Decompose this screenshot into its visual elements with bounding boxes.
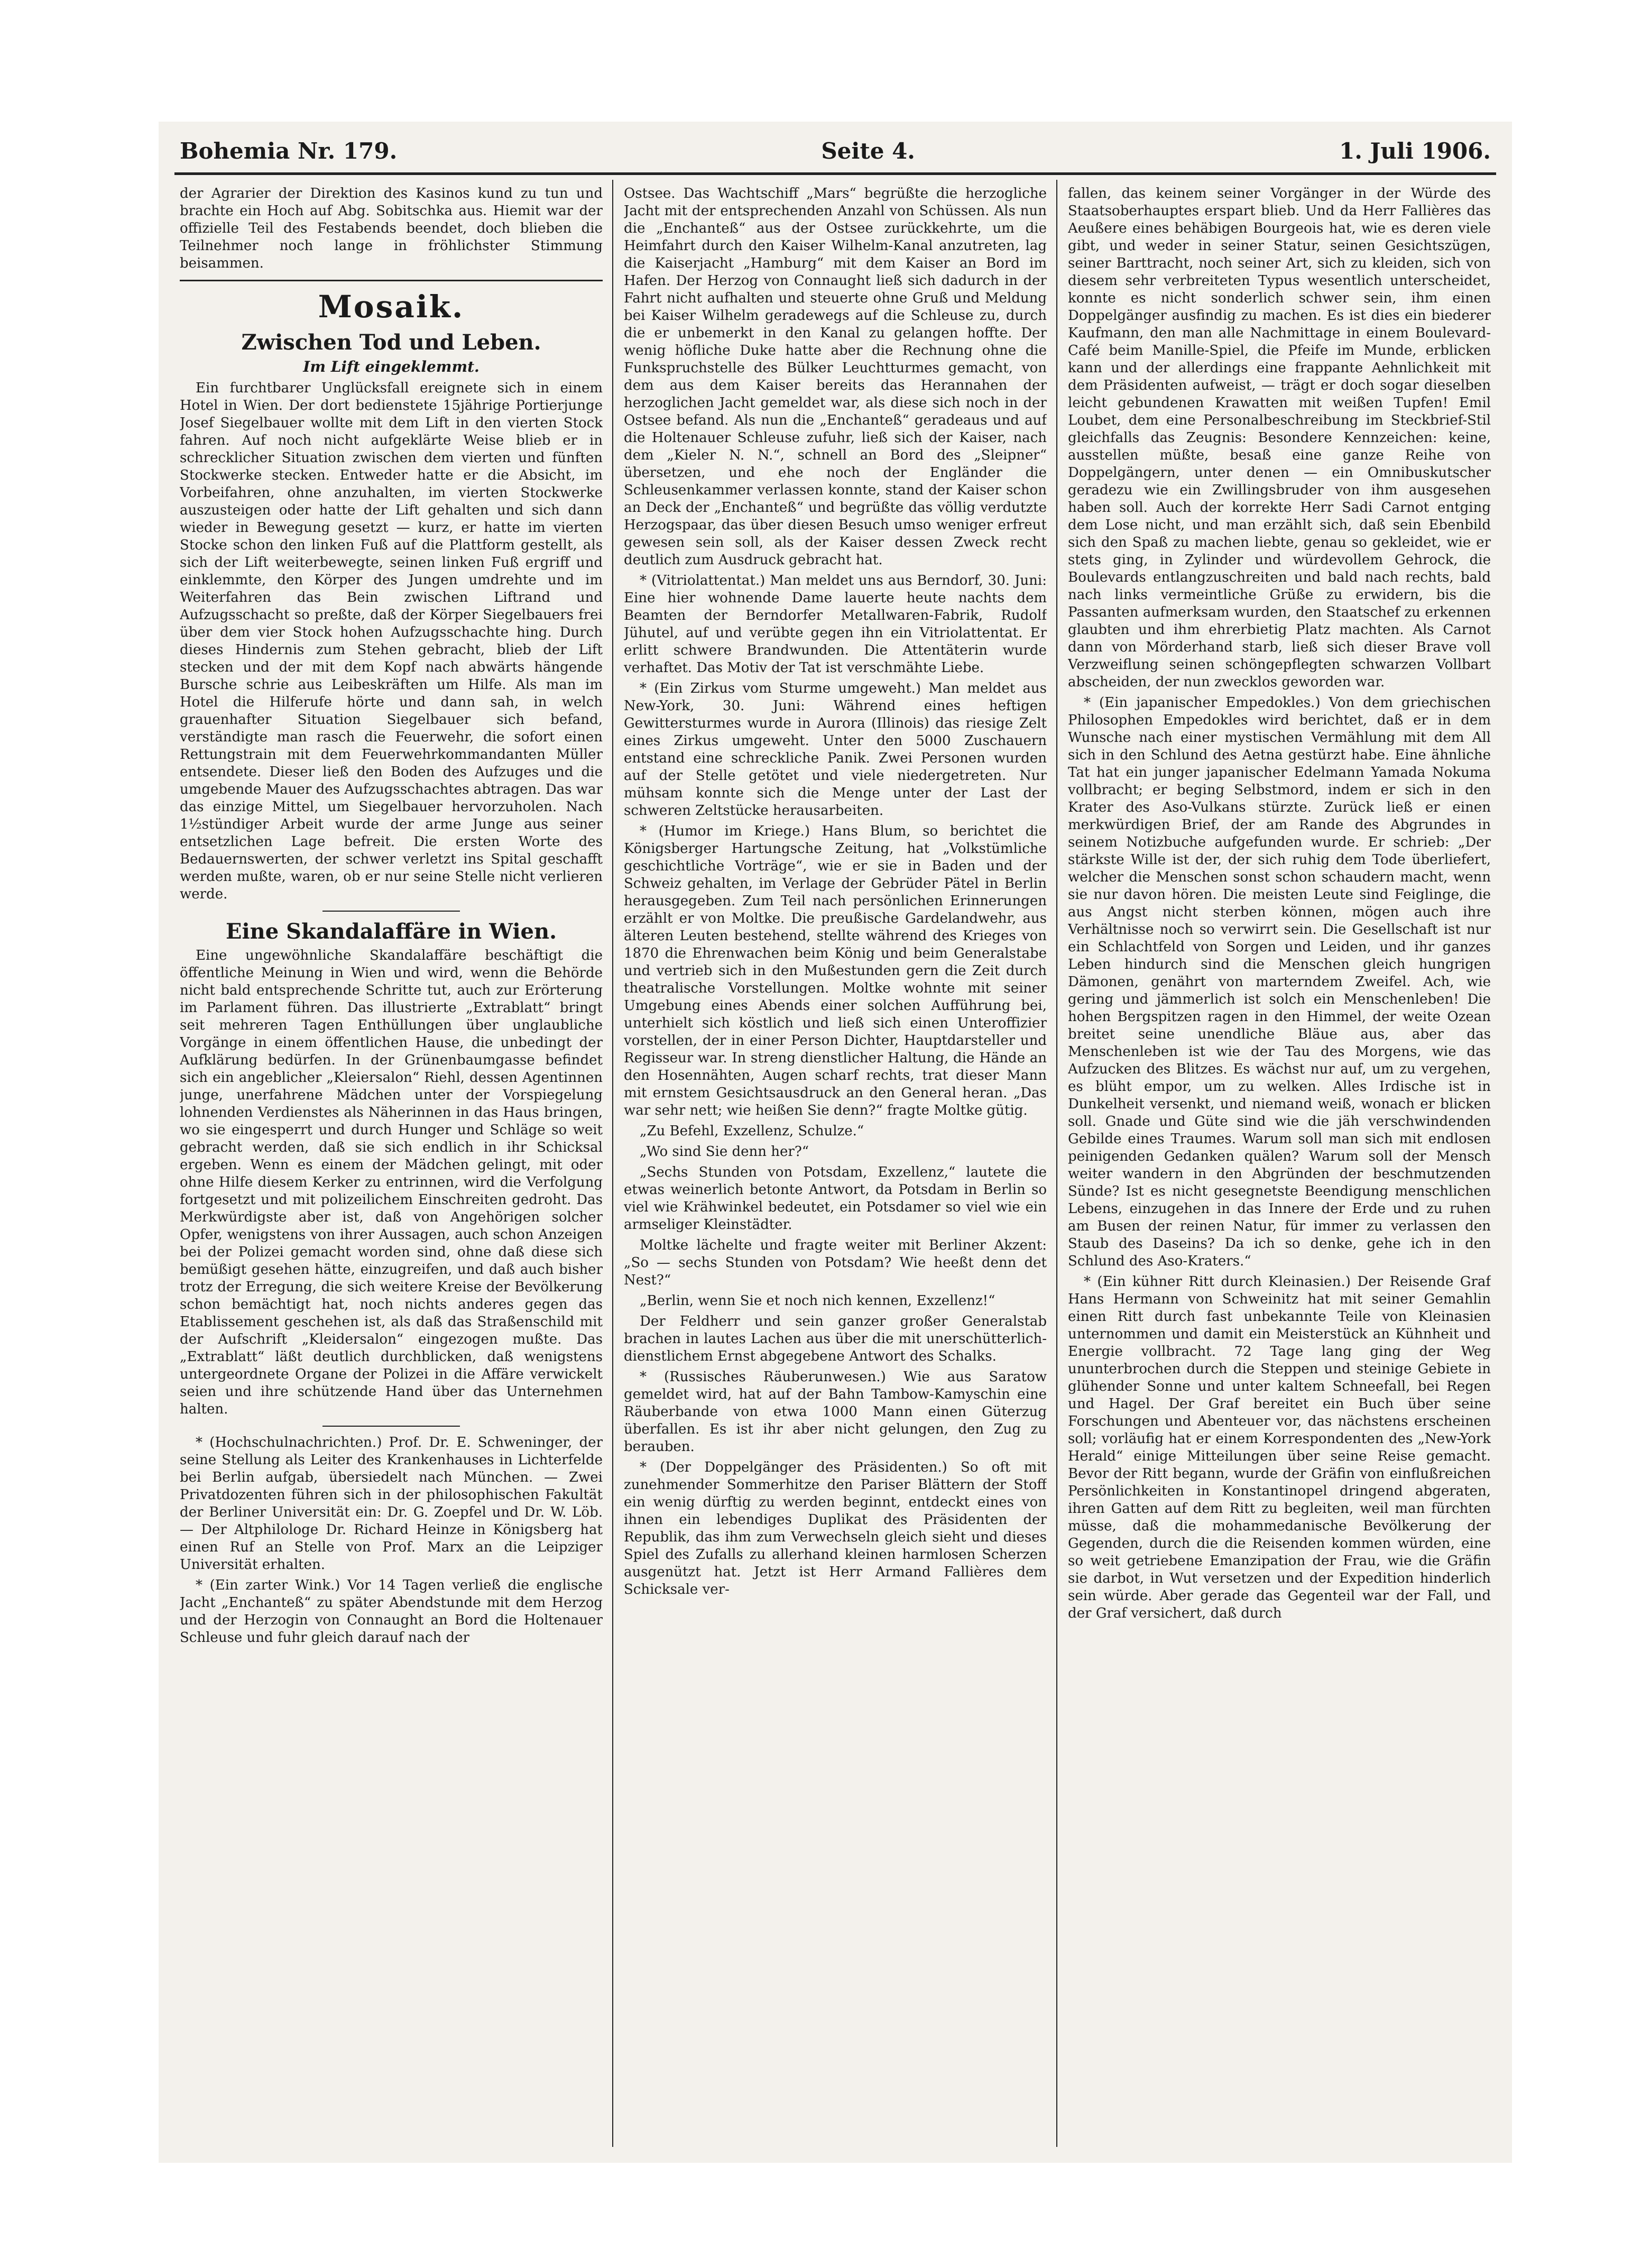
header-divider xyxy=(174,172,1496,175)
news-item: * (Der Doppelgänger des Präsidenten.) So oft mit zunehmender Sommerhitze den Pariser Blättern der Stoff ein wenig dürftig zu werden beginnt, entdeckt eines von ihnen ein lebendiges Duplikat des Präsidenten der Republik, das ihm zum Verwechseln gleich sieht und dieses Spiel des Zufalls zu allerhand kleinen harmlosen Scherzen ausgenützt hat. Jetzt ist Herr Armand Fallières dem Schicksale ver- xyxy=(624,1459,1047,1597)
column-divider-1 xyxy=(612,180,613,2147)
header-date: 1. Juli 1906. xyxy=(1339,137,1491,164)
article-body: Ein furchtbarer Unglücksfall ereignete sich in einem Hotel in Wien. Der dort bedienstete 15jährige Portierjunge Josef Siegelbauer wollte mit dem Lift in den vierten Stock fahren. Auf noch nicht aufgeklärte Weise blieb er in schrecklicher Situation zwischen dem vierten und fünften Stockwerke stecken. Entweder hatte er die Absicht, im Vorbeifahren, ohne anzuhalten, im vierten Stockwerke auszusteigen oder hatte der Lift gehalten und sich dann wieder in Bewegung gesetzt — kurz, er hatte im vierten Stocke schon den linken Fuß auf die Plattform gestellt, als sich der Lift weiterbewegte, seinen linken Fuß ergriff und einklemmte, den Körper des Jungen umdrehte und im Weiterfahren das Bein zwischen Liftrand und Aufzugsschacht so preßte, daß der Körper Siegelbauers frei über dem vier Stock hohen Aufzugsschachte hing. Durch dieses Hindernis zum Stehen gebracht, blieb der Lift stecken und der mit dem Kopf nach abwärts hängende Bursche schrie aus Leibeskräften um Hilfe. Als man im Hotel die Hilferufe hörte und dann sah, in welch grauenhafter Situation Siegelbauer sich befand, verständigte man rasch die Feuerwehr, die sofort einen Rettungstrain mit dem Feuerwehrkommandanten Müller entsendete. Dieser ließ den Boden des Aufzuges und die umgebende Mauer des Aufzugsschachtes abtragen. Das war das einzige Mittel, um Siegelbauer hervorzuholen. Nach 1½stündiger Arbeit wurde der arme Junge aus seiner entsetzlichen Lage befreit. Die ersten Worte des Bedauernswerten, der schwer verletzt ins Spital geschafft werden mußte, waren, ob er nur seine Stelle nicht verlieren werde. xyxy=(180,380,603,902)
news-item: „Wo sind Sie denn her?“ xyxy=(640,1144,809,1160)
article-title: Eine Skandalaffäre in Wien. xyxy=(225,919,557,944)
news-item: * (Ein Zirkus vom Sturme umgeweht.) Man meldet aus New-York, 30. Juni: Während eines heftigen Gewittersturmes wurde in Aurora (Illinois) das riesige Zelt eines Zirkus umgeweht. Unter den 5000 Zuschauern entstand eine schreckliche Panik. Zwei Personen wurden auf der Stelle getötet und viele niedergetreten. Nur mühsam konnte sich die Menge unter der Last der schweren Zeltstücke herausarbeiten. xyxy=(624,681,1047,819)
news-item: Der Feldherr und sein ganzer großer Generalstab brachen in lautes Lachen aus über die mit unerschütterlich-dienstlichem Ernst abgegebene Antwort des Schalks. xyxy=(624,1314,1047,1364)
news-item: Moltke lächelte und fragte weiter mit Berliner Akzent: „So — sechs Stunden von Potsdam? Wie heeßt denn det Nest?“ xyxy=(624,1237,1047,1288)
article-title: Zwischen Tod und Leben. xyxy=(241,330,541,355)
column-divider-2 xyxy=(1056,180,1057,2147)
column-2 xyxy=(624,185,1047,2142)
news-item: * (Ein japanischer Empedokles.) Von dem griechischen Philosophen Empedokles wird berichtet, daß er in dem Wunsche nach einer mystischen Vermählung mit dem All sich in den Schlund des Aetna gestürzt habe. Eine ähnliche Tat hat ein junger japanischer Edelmann Yamada Nokuma vollbracht; er beging Selbstmord, indem er sich in den Krater des Aso-Vulkans stürzte. Zurück ließ er einen merkwürdigen Brief, der am Rande des Abgrundes in seinem Notizbuche aufgefunden wurde. Er schrieb: „Der stärkste Wille ist der, der sich ruhig dem Tode überliefert, welcher die Menschen sonst schon schaudern macht, wenn sie nur davon hören. Die meisten Leute sind Feiglinge, die aus Angst nicht sterben können, mögen auch ihre Verhältnisse noch so verwirrt sein. Die Gesellschaft ist nur ein Schlachtfeld von Sorgen und Leiden, und ihr ganzes Leben hindurch sind die Menschen gleich hungrigen Dämonen, genährt von marterndem Zweifel. Ach, wie gering und jämmerlich ist solch ein Menschenleben! Die hohen Bergspitzen ragen in den Himmel, der weite Ozean breitet seine unendliche Bläue aus, aber das Menschenleben ist wie der Tau des Morgens, wie das Aufzucken des Blitzes. Es wächst nur auf, um zu vergehen, es blüht empor, um zu welken. Alles Irdische ist in Dunkelheit versenkt, und niemand weiß, wonach er blicken soll. Gnade und Güte sind wie die jäh verschwindenden Gebilde eines Traumes. Warum soll man sich mit endlosen peinigenden Gedanken quälen? Warum soll der Mensch weiter wandern in den Abgründen der beschmutzenden Sünde? Ist es nicht gesegnetste Beendigung menschlichen Lebens, einzugehen in das Innere der Erde und zu ruhen am Busen der reinen Natur, für immer zu verlassen den Staub des Daseins? Da ich so denke, gehe ich in den Schlund des Aso-Kraters.“ xyxy=(1068,695,1491,1269)
news-item: „Berlin, wenn Sie et noch nich kennen, Exzellenz!“ xyxy=(640,1293,995,1309)
column-3 xyxy=(1068,185,1491,2142)
news-item: * (Humor im Kriege.) Hans Blum, so berichtet die Königsberger Hartungsche Zeitung, hat „Volkstümliche geschichtliche Vorträge“, wie er sie in Baden und der Schweiz gehalten, im Verlage der Gebrüder Pätel in Berlin herausgegeben. Zum Teil nach persönlichen Erinnerungen erzählt er von Moltke. Die preußische Gardelandwehr, aus älteren Leuten bestehend, stellte während des Krieges von 1870 die Ehrenwachen beim König und beim Generalstabe und vertrieb sich in den Mußestunden gern die Zeit durch theatralische Vorstellungen. Moltke wohnte mit seiner Umgebung eines Abends einer solchen Aufführung bei, unterhielt sich köstlich und ließ sich einen Unteroffizier vorstellen, der in einer Person Dichter, Hauptdarsteller und Regisseur war. In streng dienstlicher Haltung, die Hände an den Hosennähten, Augen scharf rechts, trat dieser Mann mit ernstem Gesichtsausdruck an den General heran. „Das war sehr nett; wie heißen Sie denn?“ fragte Moltke gütig. xyxy=(624,823,1047,1118)
article-subtitle: Im Lift eingeklemmt. xyxy=(303,358,480,375)
page-header xyxy=(180,132,1491,169)
news-item: „Zu Befehl, Exzellenz, Schulze.“ xyxy=(640,1123,864,1139)
section-title: Mosaik. xyxy=(318,289,465,325)
article-divider xyxy=(322,1426,460,1427)
news-item: * (Ein kühner Ritt durch Kleinasien.) Der Reisende Graf Hans Hermann von Schweinitz hat mit seiner Gemahlin einen Ritt durch fast unbekannte Teile von Kleinasien unternommen und damit ein Meisterstück an Kühnheit und Energie vollbracht. 72 Tage lang ging der Weg ununterbrochen durch die Steppen und steinige Gebiete in glühender Sonne und unter kaltem Schneefall, bei Regen und Hagel. Der Graf bereitet ein Buch über seine Forschungen und Abenteuer vor, das nächstens erscheinen soll; vorläufig hat er einem Korrespondenten des „New-York Herald“ einige Mitteilungen über seine Reise gemacht. Bevor der Ritt begann, wurde der Gräfin von einflußreichen Persönlichkeiten in Konstantinopel dringend abgeraten, ihren Gatten auf dem Ritt zu begleiten, weil man fürchten müsse, daß die mohammedanische Bevölkerung der Gegenden, durch die die Reisenden kommen würden, eine so weit getriebene Emanzipation der Frau, wie die Gräfin sie darbot, in Wut versetzen und der Expedition hinderlich sein würde. Aber gerade das Gegenteil war der Fall, und der Graf versichert, daß durch xyxy=(1068,1274,1491,1621)
newspaper-page xyxy=(159,122,1512,2163)
news-item: Ostsee. Das Wachtschiff „Mars“ begrüßte die herzogliche Jacht mit der entsprechenden Anzahl von Schüssen. Als nun die „Enchanteß“ aus der Ostsee zurückkehrte, um die Heimfahrt durch den Kaiser Wilhelm-Kanal anzutreten, lag die Kaiserjacht „Hamburg“ mit dem Kaiser an Bord im Hafen. Der Herzog von Connaught ließ sich dadurch in der Fahrt nicht aufhalten und steuerte ohne Gruß und Meldung bei Kaiser Wilhelm geradewegs auf die Schleuse zu, durch die er unbemerkt in den Kanal zu gelangen hoffte. Der wenig höfliche Duke hatte aber die Rechnung ohne die Funkspruchstelle des Bülker Leuchtturmes gemacht, von dem aus dem Kaiser bereits das Herannahen der herzoglichen Jacht gemeldet war, als diese sich noch in der Ostsee befand. Als nun die „Enchanteß“ geradeaus und auf die Holtenauer Schleuse zufuhr, ließ sich der Kaiser, nach dem „Kieler N. N.“, schnell an Bord des „Sleipner“ übersetzen, und ehe noch der Engländer die Schleusenkammer verlassen konnte, stand der Kaiser schon an Deck der „Enchanteß“ und begrüßte das völlig verdutzte Herzogspaar, das über diesen Besuch umso weniger erfreut gewesen sein soll, als der Kaiser dessen Zweck recht deutlich zum Ausdruck gebracht hat. xyxy=(624,186,1047,568)
news-item: * (Ein zarter Wink.) Vor 14 Tagen verließ die englische Jacht „Enchanteß“ zu später Abendstunde mit dem Herzog und der Herzogin von Connaught an Bord die Holtenauer Schleuse und fuhr gleich darauf nach der xyxy=(180,1577,603,1646)
news-item: „Sechs Stunden von Potsdam, Exzellenz,“ lautete die etwas weinerlich betonte Antwort, da Potsdam in Berlin so viel wie Krähwinkel bedeutet, ein Potsdamer so viel wie ein armseliger Kleinstädter. xyxy=(624,1164,1047,1233)
column-1 xyxy=(180,185,603,2142)
header-issue: Bohemia Nr. 179. xyxy=(180,137,398,164)
section-divider xyxy=(180,280,603,281)
article-body: Eine ungewöhnliche Skandalaffäre beschäftigt die öffentliche Meinung in Wien und wird, wenn die Behörde nicht bald entsprechende Schritte tut, auch zur Erörterung im Parlament führen. Das illustrierte „Extrablatt“ bringt seit mehreren Tagen Enthüllungen über unglaubliche Vorgänge in einem öffentlichen Hause, die unbedingt der Aufklärung bedürfen. In der Grünenbaumgasse befindet sich ein angeblicher „Kleiersalon“ Riehl, dessen Agentinnen junge, unerfahrene Mädchen unter der Vorspiegelung lohnenden Verdienstes als Näherinnen in das Haus bringen, wo sie eingesperrt und durch Hunger und Schläge so weit gebracht werden, daß sie sich endlich in ihr Schicksal ergeben. Wenn es einem der Mädchen gelingt, mit oder ohne Hilfe diesem Kerker zu entrinnen, wird die Verfolgung fortgesetzt und mit polizeilichem Einschreiten gedroht. Das Merkwürdigste aber ist, daß von Angehörigen solcher Opfer, wenigstens von ihrer Aussagen, auch schon Anzeigen bei der Polizei gemacht worden sind, ohne daß diese sich bemüßigt gesehen hätte, einzugreifen, und daß auch bisher trotz der Erregung, die sich weitere Kreise der Bevölkerung schon bemächtigt hat, noch nichts anderes gegen das Etablissement geschehen ist, als daß das Straßenschild mit der Aufschrift „Kleidersalon“ eingezogen mußte. Das „Extrablatt“ läßt deutlich durchblicken, daß wenigstens untergeordnete Organe der Polizei in die Affäre verwickelt seien und ihre schützende Hand über das Unternehmen halten. xyxy=(180,948,603,1417)
intro-paragraph: der Agrarier der Direktion des Kasinos kund zu tun und brachte ein Hoch auf Abg. Sobitschka aus. Hiemit war der offizielle Teil des Festabends beendet, doch blieben die Teilnehmer noch lange in fröhlichster Stimmung beisammen. xyxy=(180,186,603,271)
news-item: * (Russisches Räuberunwesen.) Wie aus Saratow gemeldet wird, hat auf der Bahn Tambow-Kamyschin eine Räuberbande von etwa 1000 Mann einen Güterzug überfallen. Es ist ihr aber nicht gelungen, den Zug zu berauben. xyxy=(624,1369,1047,1455)
news-item: * (Hochschulnachrichten.) Prof. Dr. E. Schweninger, der seine Stellung als Leiter des Krankenhauses in Lichterfelde bei Berlin aufgab, übersiedelt nach München. — Zwei Privatdozenten führen sich in der philosophischen Fakultät der Berliner Universität ein: Dr. G. Zoepfel und Dr. W. Löb. — Der Altphilologe Dr. Richard Heinze in Königsberg hat einen Ruf an Stelle von Prof. Marx an die Leipziger Universität erhalten. xyxy=(180,1435,603,1573)
header-page-number: Seite 4. xyxy=(821,137,915,164)
article-divider xyxy=(322,911,460,912)
news-item: fallen, das keinem seiner Vorgänger in der Würde des Staatsoberhauptes erspart blieb. Und da Herr Fallières das Aeußere eines behäbigen Bourgeois hat, wie es deren viele gibt, und weder in seiner Statur, seinen Gesichtszügen, seiner Barttracht, noch seiner Art, sich zu kleiden, sich von diesem sehr verbreiteten Typus wesentlich unterscheidet, konnte es nicht sonderlich schwer sein, ihm einen Doppelgänger ausfindig zu machen. Es ist dies ein biederer Kaufmann, den man alle Nachmittage in einem Boulevard-Café beim Manille-Spiel, die Pfeife im Munde, erblicken kann und der allerdings eine frappante Aehnlichkeit mit dem Präsidenten aufweist, — trägt er doch sogar dieselben leicht gebundenen Krawatten mit weißen Tupfen! Emil Loubet, dem eine Personalbeschreibung im Steckbrief-Stil gleichfalls das Zeugnis: Besondere Kennzeichen: keine, ausstellen müßte, besaß eine ganze Reihe von Doppelgängern, unter denen — ein Omnibuskutscher geradezu wie ein Zwillingsbruder von ihm ausgesehen haben soll. Auch der korrekte Herr Sadi Carnot entging dem Lose nicht, und man erzählt sich, daß sein Ebenbild sich den Spaß zu machen liebte, genau so gekleidet, wie er stets ging, in Zylinder und würdevollem Gehrock, die Boulevards entlangzuschreiten und bald nach rechts, bald nach links vermeintliche Grüße zu erwidern, bis die Passanten aufmerksam wurden, den Staatschef zu erkennen glaubten und ihm ehrerbietig Platz machten. Als Carnot dann von Mörderhand starb, ließ sich dieser Brave voll Verzweiflung seinen schöngepflegten schwarzen Vollbart abscheiden, der nun zwecklos geworden war. xyxy=(1068,186,1491,690)
news-item: * (Vitriolattentat.) Man meldet uns aus Berndorf, 30. Juni: Eine hier wohnende Dame lauerte heute nachts dem Beamten der Berndorfer Metallwaren-Fabrik, Rudolf Jühutel, auf und verübte gegen ihn ein Vitriolattentat. Er erlitt schwere Brandwunden. Die Attentäterin wurde verhaftet. Das Motiv der Tat ist verschmähte Liebe. xyxy=(624,573,1047,676)
